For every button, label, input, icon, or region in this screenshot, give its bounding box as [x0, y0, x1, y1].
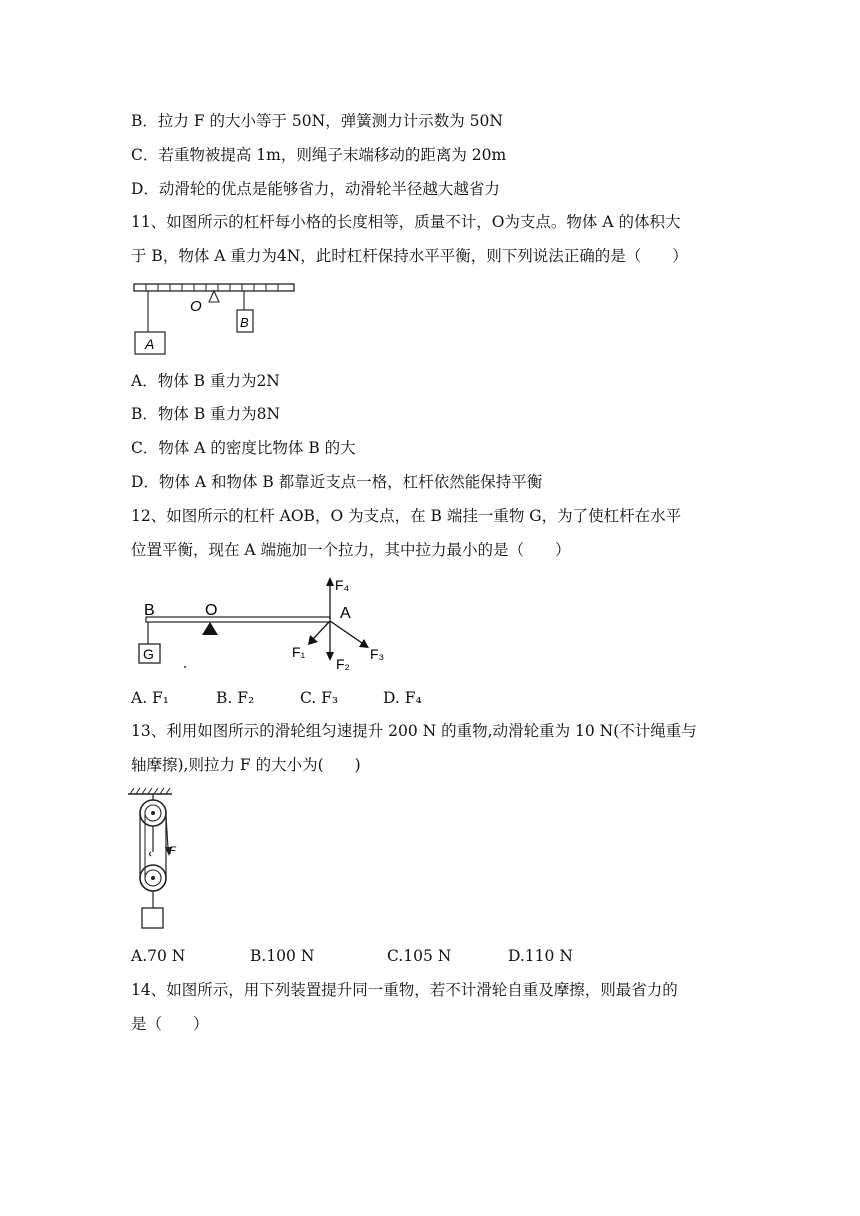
q11-option-a: A．物体 B 重力为2N	[131, 372, 280, 390]
f2-arrowhead	[326, 652, 334, 661]
q12-option-b: B. F₂	[216, 689, 255, 707]
q12-option-c: C. F₃	[300, 689, 339, 707]
q11-pivot-label: O	[190, 298, 202, 315]
f3-arrowhead	[359, 639, 369, 648]
q12-label-a: A	[340, 605, 351, 622]
q11-block-b-label: B	[240, 315, 249, 330]
q12-stem-line2: 位置平衡，现在 A 端施加一个拉力，其中拉力最小的是（ ）	[131, 541, 571, 559]
q13-pulley-figure	[124, 786, 186, 934]
load-block	[142, 908, 163, 928]
f4-arrowhead	[326, 577, 334, 586]
q13-option-d: D.110 N	[508, 947, 573, 965]
fulcrum-triangle	[209, 291, 219, 302]
q11-block-a-label: A	[145, 336, 155, 352]
q13-stem-line2: 轴摩擦),则拉力 F 的大小为( )	[131, 756, 361, 774]
q13-option-a: A.70 N	[131, 947, 186, 965]
q11-option-c: C．物体 A 的密度比物体 B 的大	[131, 439, 356, 457]
q10-option-b: B．拉力 F 的大小等于 50N，弹簧测力计示数为 50N	[131, 112, 503, 130]
q12-label-f1: F₁	[292, 644, 306, 660]
q13-stem-line1: 13、利用如图所示的滑轮组匀速提升 200 N 的重物,动滑轮重为 10 N(不计绳重与	[131, 722, 697, 740]
f1-arrowhead	[308, 635, 318, 645]
fulcrum-triangle	[202, 622, 218, 635]
q12-label-b: B	[144, 602, 155, 619]
q12-option-a: A. F₁	[131, 689, 170, 707]
q13-option-b: B.100 N	[250, 947, 315, 965]
q12-lever-figure	[132, 573, 402, 675]
q11-option-b: B．物体 B 重力为8N	[131, 405, 281, 423]
q12-option-d: D. F₄	[383, 689, 422, 707]
q12-label-f3: F₃	[370, 646, 385, 662]
q14-stem-line2: 是（ ）	[131, 1015, 209, 1033]
q10-option-d: D．动滑轮的优点是能够省力，动滑轮半径越大越省力	[131, 180, 500, 198]
q11-lever-figure	[128, 280, 300, 360]
q11-stem-line1: 11、如图所示的杠杆每小格的长度相等，质量不计，O为支点。物体 A 的体积大	[131, 213, 681, 231]
q13-force-label: F	[169, 845, 176, 857]
q12-stem-line1: 12、如图所示的杠杆 AOB，O 为支点，在 B 端挂一重物 G，为了使杠杆在水平	[131, 507, 682, 525]
q12-label-f2: F₂	[336, 656, 350, 672]
q11-stem-line2: 于 B，物体 A 重力为4N，此时杠杆保持水平平衡，则下列说法正确的是（ ）	[131, 247, 688, 265]
q12-label-f4: F₄	[335, 577, 350, 593]
q13-option-c: C.105 N	[387, 947, 452, 965]
lever-bar	[146, 617, 330, 622]
q11-option-d: D．物体 A 和物体 B 都靠近支点一格，杠杆依然能保持平衡	[131, 473, 543, 491]
q10-option-c: C．若重物被提高 1m，则绳子末端移动的距离为 20m	[131, 146, 507, 164]
q14-stem-line1: 14、如图所示，用下列装置提升同一重物，若不计滑轮自重及摩擦，则最省力的	[131, 981, 678, 999]
q12-label-g: G	[143, 646, 154, 662]
q12-label-o: O	[205, 602, 218, 619]
